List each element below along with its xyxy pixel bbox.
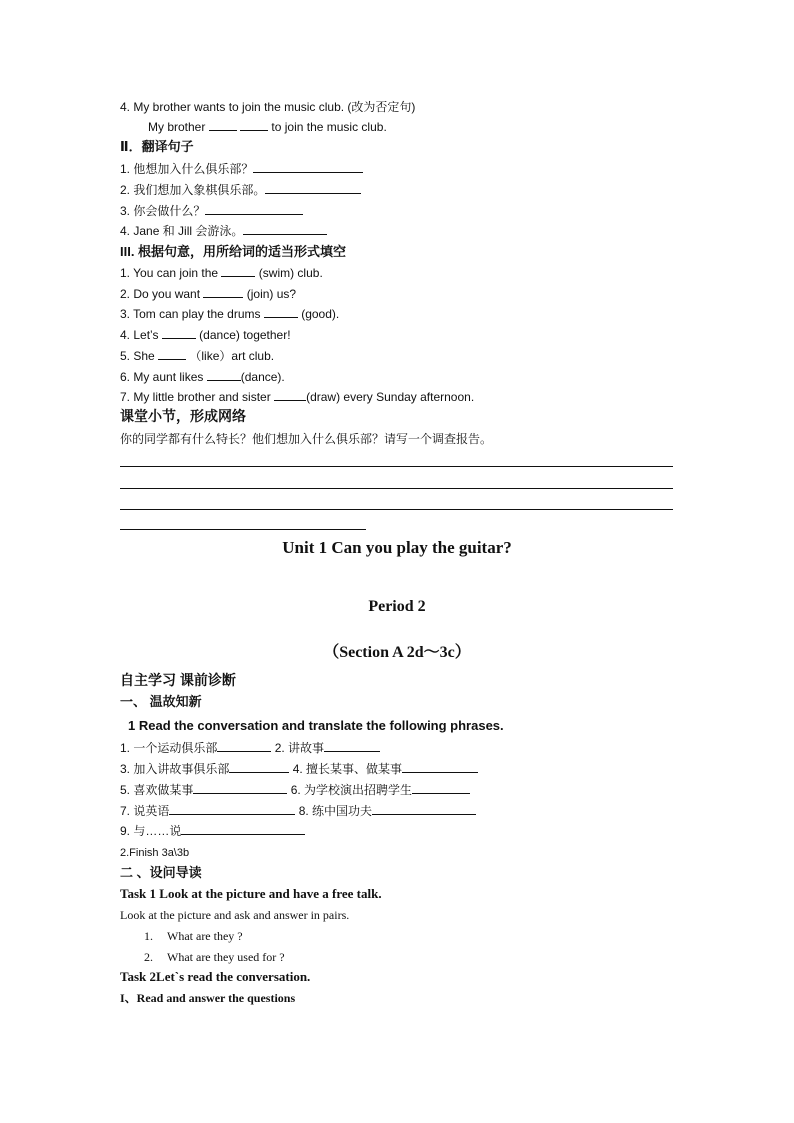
answer-blank[interactable] — [207, 369, 241, 381]
fill-item-hint: (swim) club. — [258, 266, 323, 280]
self-study-heading: 自主学习 课前诊断 — [120, 672, 236, 688]
answer-blank[interactable] — [203, 286, 243, 298]
fill-item-hint: (dance). — [240, 370, 285, 384]
fill-item — [120, 369, 285, 385]
answer-blank[interactable] — [181, 823, 305, 835]
writing-line[interactable] — [120, 529, 366, 530]
question-number: 1. — [144, 929, 153, 943]
part-1-heading: I、Read and answer the questions — [120, 991, 296, 1005]
task-1-description: Look at the picture and ask and answer in pairs. — [120, 908, 350, 922]
exercise-4-answer-end: to join the music club. — [271, 120, 387, 134]
answer-blank[interactable] — [162, 327, 196, 339]
fill-item-hint: (draw) every Sunday afternoon. — [306, 390, 475, 404]
fill-item-hint: (dance) together! — [199, 328, 291, 342]
answer-blank[interactable] — [265, 182, 361, 194]
period-title: Period 2 — [368, 598, 426, 615]
task-2-heading: Task 2Let`s read the conversation. — [120, 969, 311, 984]
writing-line[interactable] — [120, 466, 673, 467]
phrase-text: 4. 擅长某事、做某事 — [292, 762, 403, 776]
summary-prompt: 你的同学都有什么特长？他们想加入什么俱乐部？请写一个调查报告。 — [120, 432, 493, 446]
phrase-row — [120, 823, 305, 839]
phrase-row — [120, 803, 476, 819]
translate-item-text: 4. Jane 和 Jill 会游泳。 — [120, 224, 244, 238]
translate-item — [120, 182, 361, 198]
phrase-text: 3. 加入讲故事俱乐部 — [120, 762, 230, 776]
fill-item-text: 1. You can join the — [120, 266, 219, 280]
answer-blank[interactable] — [229, 761, 289, 773]
answer-blank[interactable] — [274, 389, 306, 401]
answer-blank[interactable] — [253, 161, 363, 173]
phrase-text: 7. 说英语 — [120, 804, 170, 818]
section-3-heading: III. 根据句意，用所给词的适当形式填空 — [120, 244, 347, 259]
exercise-4-line: 4. My brother wants to join the music club. (改为否定句) — [120, 100, 416, 114]
answer-blank[interactable] — [209, 119, 237, 131]
translate-item — [120, 223, 327, 239]
answer-blank[interactable] — [264, 306, 298, 318]
phrase-text: 6. 为学校演出招聘学生 — [290, 783, 413, 797]
fill-item — [120, 389, 474, 405]
translate-item-text: 3. 你会做什么？ — [120, 204, 206, 218]
phrase-text: 5. 喜欢做某事 — [120, 783, 194, 797]
question-text: What are they ? — [167, 929, 243, 943]
phrase-row — [120, 740, 380, 756]
fill-item — [120, 286, 296, 302]
fill-item — [120, 348, 274, 364]
fill-item-text: 7. My little brother and sister — [120, 390, 271, 404]
task-instruction: 1 Read the conversation and translate the following phrases. — [128, 718, 504, 733]
fill-item-text: 3. Tom can play the drums — [120, 307, 261, 321]
summary-heading: 课堂小节，形成网络 — [120, 408, 246, 424]
answer-blank[interactable] — [324, 740, 380, 752]
fill-item-text: 2. Do you want — [120, 287, 201, 301]
translate-item-text: 1. 他想加入什么俱乐部？ — [120, 162, 254, 176]
answer-blank[interactable] — [240, 119, 268, 131]
phrase-text: 1. 一个运动俱乐部 — [120, 741, 218, 755]
question-number: 2. — [144, 950, 153, 964]
fill-item — [120, 306, 339, 322]
question-item — [144, 949, 285, 965]
answer-blank[interactable] — [205, 203, 303, 215]
unit-title: Unit 1 Can you play the guitar? — [282, 538, 512, 557]
writing-line[interactable] — [120, 509, 673, 510]
exercise-4-answer — [148, 119, 387, 135]
phrase-row — [120, 761, 478, 777]
question-text: What are they used for ? — [167, 950, 285, 964]
review-heading: 一、 温故知新 — [120, 694, 202, 709]
answer-blank[interactable] — [412, 782, 470, 794]
translate-item-text: 2. 我们想加入象棋俱乐部。 — [120, 183, 266, 197]
phrase-text: 9. 与……说 — [120, 824, 182, 838]
answer-blank[interactable] — [221, 265, 255, 277]
phrase-text: 8. 练中国功夫 — [298, 804, 373, 818]
fill-item — [120, 265, 323, 281]
finish-instruction: 2.Finish 3a\3b — [120, 847, 190, 859]
phrase-text: 2. 讲故事 — [274, 741, 325, 755]
task-1-heading: Task 1 Look at the picture and have a free talk. — [120, 886, 382, 901]
translate-item — [120, 161, 363, 177]
fill-item — [120, 327, 291, 343]
writing-line[interactable] — [120, 488, 673, 489]
question-item — [144, 928, 243, 944]
fill-item-hint: (good). — [301, 307, 340, 321]
fill-item-text: 6. My aunt likes — [120, 370, 204, 384]
exercise-4-answer-start: My brother — [148, 120, 206, 134]
section-title: （Section A 2d～3c） — [323, 644, 471, 661]
fill-item-text: 5. She — [120, 349, 155, 363]
fill-item-text: 4. Let’s — [120, 328, 159, 342]
answer-blank[interactable] — [169, 803, 295, 815]
phrase-row — [120, 782, 470, 798]
answer-blank[interactable] — [193, 782, 287, 794]
answer-blank[interactable] — [243, 223, 327, 235]
answer-blank[interactable] — [217, 740, 271, 752]
fill-item-hint: (join) us? — [246, 287, 297, 301]
answer-blank[interactable] — [158, 348, 186, 360]
fill-item-hint: （like）art club. — [189, 349, 275, 363]
guide-heading: 二 、设问导读 — [120, 865, 202, 880]
answer-blank[interactable] — [372, 803, 476, 815]
answer-blank[interactable] — [402, 761, 478, 773]
section-2-heading: Ⅱ．翻译句子 — [120, 139, 194, 154]
translate-item — [120, 203, 303, 219]
